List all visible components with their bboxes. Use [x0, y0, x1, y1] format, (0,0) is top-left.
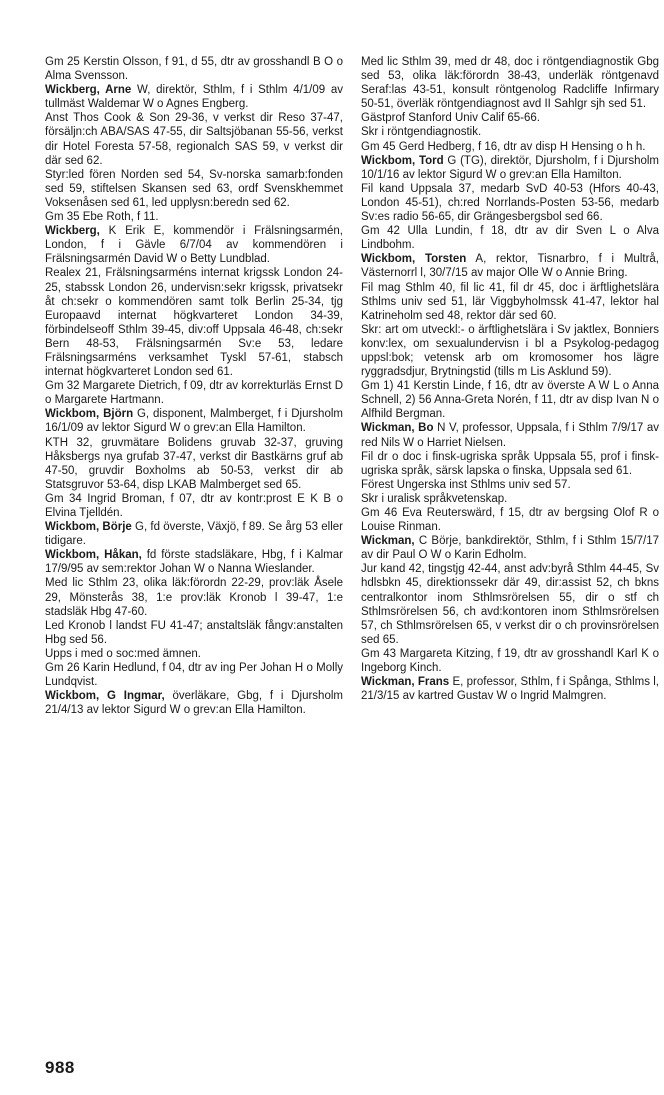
entry-heading-paragraph [361, 154, 659, 182]
entry-text: C Börje, bankdirektör, Sthlm, f i Sthlm 15/7/17 av dir Paul O W o Karin Edholm. [361, 535, 659, 562]
entry-paragraph [361, 125, 659, 139]
entry-text: Gm 32 Margarete Dietrich, f 09, dtr av korrekturläs Ernst D o Margarete Hartmann. [45, 380, 343, 407]
entry-paragraph [361, 281, 659, 323]
entry-text: Skr: art om utveckl:- o ärftlighetslära i Sv jaktlex, Bonniers konv:lex, om sexualundervisn i bl a Psykolog-pedagog uppsl:bok; vetensk arb om kromosomer hos lägre ryggradsdjur, Brytningstid (tills m Lis Asklund 59). [361, 323, 659, 379]
entry-name: Wickbom, Björn [45, 408, 134, 421]
entry-heading-paragraph [45, 548, 343, 576]
entry-paragraph [361, 506, 659, 534]
entry-paragraph [45, 168, 343, 210]
entry-paragraph [45, 576, 343, 618]
entry-text: Realex 21, Frälsningsarméns internat krigssk London 24-25, stabssk London 26, undervisn:sekr krigssk, privatsekr åt ch:sekr o kommendören samt tolk Berlin 25-34, tjg Europaavd internat högkvarteret London 34-39, förbindelseoff Sthlm 39-45, div:off Uppsala 46-48, ch:sekr Bern 48-53, Frälsningsarmén Sv:e 53, ledare Frälsningsarméns verksamhet Tyskl 57-61, stabsch internat högkvarteret London sed 61. [45, 267, 343, 379]
entry-text: E, professor, Sthlm, f i Spånga, Sthlms l, 21/3/15 av kartred Gustav W o Ingrid Malmgren. [361, 676, 659, 703]
entry-name: Wickbom, Börje [45, 521, 132, 534]
entry-name: Wickbom, G Ingmar, [45, 690, 165, 703]
entry-heading-paragraph [45, 83, 343, 111]
entry-name: Wickberg, Arne [45, 84, 132, 97]
entry-paragraph [361, 379, 659, 421]
entry-text: Med lic Sthlm 39, med dr 48, doc i röntgendiagnostik Gbg sed 53, olika läk:förordn 38-43, underläk röntgenavd Seraf:las 43-51, konsult röntgenolog Radcliffe Infirmary 50-51, överläk röntgendiagnost avd II Sahlgr sjh sed 51. [361, 56, 659, 111]
entry-text: Gm 42 Ulla Lundin, f 18, dtr av dir Sven L o Alva Lindbohm. [361, 225, 659, 252]
entry-paragraph [361, 323, 659, 379]
entry-text: Fil kand Uppsala 37, medarb SvD 40-53 (Hfors 40-43, London 45-51), ch:red Norrlands-Posten 53-56, medarb Sv:es radio 56-65, dir Grängesbergsbol sed 66. [361, 182, 659, 224]
entry-text: Styr:led fören Norden sed 54, Sv-norska samarb:fonden sed 59, stiftelsen Skansen sed 63, ordf Svenskhemmet Voksenåsen sed 61, led upplysn:beredn sed 62. [45, 168, 343, 209]
entry-text: Förest Ungerska inst Sthlms univ sed 57. [361, 478, 571, 491]
entry-text: G, fd överste, Växjö, f 89. Se årg 53 eller tidigare. [45, 521, 343, 548]
entry-text: Gm 45 Gerd Hedberg, f 16, dtr av disp H Hensing o h h. [361, 140, 646, 153]
entry-text: Fil dr o doc i finsk-ugriska språk Uppsala 55, prof i finsk-ugriska språk, särsk lapska o finska, Uppsala sed 61. [361, 450, 659, 477]
entry-heading-paragraph [361, 421, 659, 449]
entry-paragraph [361, 182, 659, 224]
entry-name: Wickman, [361, 535, 415, 548]
entry-heading-paragraph [361, 675, 659, 703]
entry-name: Wickbom, Torsten [361, 253, 467, 266]
entry-text: Upps i med o soc:med ämnen. [45, 647, 201, 660]
entry-text: K Erik E, kommendör i Frälsningsarmén, London, f i Gävle 6/7/04 av kommendören i Frälsningsarmén David W o Betty Lundblad. [45, 225, 343, 266]
entry-text: Med lic Sthlm 23, olika läk:förordn 22-29, prov:läk Åsele 29, Mönsterås 38, 1:e prov:läk Kronob l 39-47, 1:e stadsläk Hbg 47-60. [45, 577, 343, 618]
entry-paragraph [45, 111, 343, 167]
entry-name: Wickbom, Håkan, [45, 549, 142, 562]
entry-text: Gm 34 Ingrid Broman, f 07, dtr av kontr:prost E K B o Elvina Tjelldén. [45, 492, 343, 519]
entry-text: W, direktör, Sthlm, f i Sthlm 4/1/09 av tullmäst Waldemar W o Agnes Engberg. [45, 84, 343, 111]
entry-text: Gm 46 Eva Reuterswärd, f 15, dtr av bergsing Olof R o Louise Rinman. [361, 507, 659, 534]
entry-paragraph [45, 266, 343, 379]
right-column [361, 55, 659, 703]
entry-text: Skr i uralisk språkvetenskap. [361, 492, 508, 505]
entry-text: fd förste stadsläkare, Hbg, f i Kalmar 17/9/95 av sem:rektor Johan W o Nanna Wieslander. [45, 549, 343, 576]
entry-heading-paragraph [45, 224, 343, 266]
entry-text: överläkare, Gbg, f i Djursholm 21/4/13 av lektor Sigurd W o grev:an Ella Hamilton. [45, 690, 343, 717]
entry-text: Anst Thos Cook & Son 29-36, v verkst dir Reso 37-47, försäljn:ch ABA/SAS 47-55, dir Saltsjöbanan 55-56, verkst dir Hotel Foresta 57-58, regionalch SAS 59, v verkst dir där sed 62. [45, 112, 343, 167]
entry-name: Wickman, Frans [361, 676, 450, 689]
entry-text: G, disponent, Malmberget, f i Djursholm 16/1/09 av lektor Sigurd W o grev:an Ella Hamilton. [45, 408, 343, 435]
entry-paragraph [361, 450, 659, 478]
entry-text: Gm 1) 41 Kerstin Linde, f 16, dtr av överste A W L o Anna Schnell, 2) 56 Anna-Greta Norén, f 11, dtr av disp Ivan N o Alfhild Bergman. [361, 380, 659, 421]
entry-paragraph [45, 619, 343, 647]
entry-text: Fil mag Sthlm 40, fil lic 41, fil dr 45, doc i ärftlighetslära Sthlms univ sed 51, lär Viggbyholmssk 41-47, lektor hal Katrineholm sed 48, rektor där sed 60. [361, 281, 659, 322]
entry-heading-paragraph [45, 520, 343, 548]
entry-paragraph [45, 210, 343, 224]
entry-text: Gm 43 Margareta Kitzing, f 19, dtr av grosshandl Karl K o Ingeborg Kinch. [361, 647, 659, 675]
entry-name: Wickbom, Tord [361, 154, 444, 167]
left-column [45, 55, 343, 717]
entry-paragraph [45, 492, 343, 520]
entry-heading-paragraph [45, 407, 343, 435]
entry-text: A, rektor, Tisnarbro, f i Multrå, Västernorrl l, 30/7/15 av major Olle W o Annie Bring. [361, 253, 659, 280]
entry-paragraph [45, 661, 343, 689]
entry-paragraph [361, 140, 659, 154]
entry-text: Gm 35 Ebe Roth, f 11. [45, 211, 159, 224]
entry-paragraph [45, 55, 343, 83]
entry-paragraph [361, 562, 659, 647]
entry-text: Gm 26 Karin Hedlund, f 04, dtr av ing Per Johan H o Molly Lundqvist. [45, 662, 343, 689]
entry-paragraph [45, 647, 343, 661]
entry-name: Wickberg, [45, 225, 100, 238]
entry-text: G (TG), direktör, Djursholm, f i Djursholm 10/1/16 av lektor Sigurd W o grev:an Ella Hamilton. [361, 154, 659, 181]
entry-paragraph [361, 55, 659, 111]
entry-heading-paragraph [45, 689, 343, 717]
entry-text: KTH 32, gruvmätare Bolidens gruvab 32-37, gruving Håksbergs nya grufab 37-47, verkst dir Bastkärns gruf ab 47-50, gruvdir Boxholms ab 50-53, verkst dir ab Statsgruvor 53-64, disp LKAB Malmberget sed 65. [45, 436, 343, 491]
entry-text: Skr i röntgendiagnostik. [361, 126, 482, 139]
entry-paragraph [361, 224, 659, 252]
entry-paragraph [45, 436, 343, 492]
entry-text: Led Kronob l landst FU 41-47; anstaltsläk fångv:anstalten Hbg sed 56. [45, 619, 343, 646]
entry-text: Jur kand 42, tingstjg 42-44, anst adv:byrå Sthlm 44-45, Sv hdlsbkn 45, direktionssekr där 49, dir:assist 52, ch bkns centralkontor inom Sthlmsrörelsen 55, dir o stf ch Sthlmsrörelsen 56, ch avd:kontoren inom Sthlmsrörelsen 57, ch Sthlmsrörelsen 65, v verkst dir o ch provinsrörelsen sed 65. [361, 563, 659, 646]
entry-heading-paragraph [361, 534, 659, 562]
entry-text: N V, professor, Uppsala, f i Sthlm 7/9/17 av red Nils W o Harriet Nielsen. [361, 422, 659, 449]
entry-paragraph [361, 647, 659, 675]
page-number: 988 [45, 1058, 75, 1077]
entry-heading-paragraph [361, 252, 659, 280]
entry-paragraph [45, 379, 343, 407]
entry-paragraph [361, 478, 659, 492]
entry-paragraph [361, 492, 659, 506]
entry-paragraph [361, 111, 659, 125]
entry-name: Wickman, Bo [361, 422, 434, 435]
entry-text: Gm 25 Kerstin Olsson, f 91, d 55, dtr av grosshandl B O o Alma Svensson. [45, 56, 343, 83]
entry-text: Gästprof Stanford Univ Calif 65-66. [361, 112, 540, 125]
